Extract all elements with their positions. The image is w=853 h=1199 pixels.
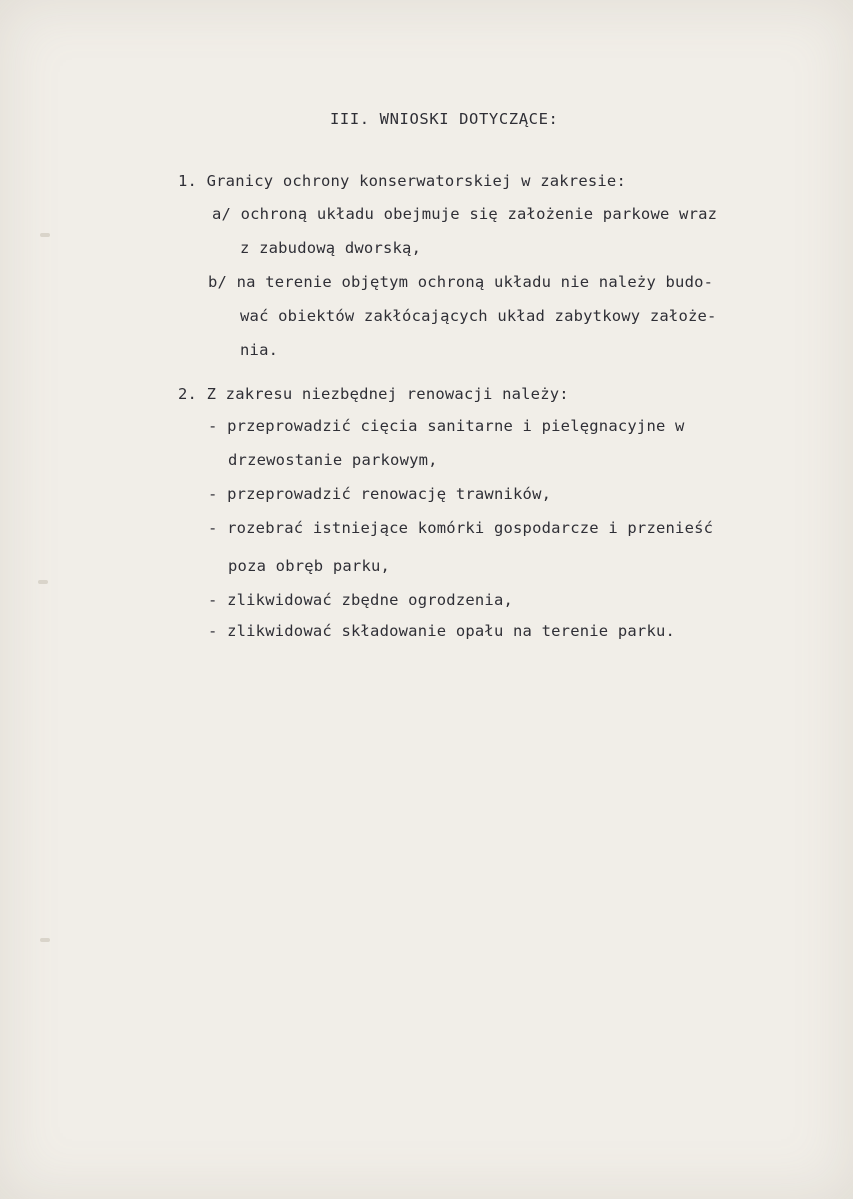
section-2-line: - przeprowadzić cięcia sanitarne i pielęgnacyjne w	[208, 417, 685, 435]
section-1-line: wać obiektów zakłócających układ zabytkowy założe-	[240, 307, 717, 325]
section-2-line: poza obręb parku,	[228, 557, 391, 575]
section-1-line: a/ ochroną układu obejmuje się założenie parkowe wraz	[212, 205, 718, 223]
section-2-heading: 2. Z zakresu niezbędnej renowacji należy:	[178, 385, 569, 403]
section-2-line: drzewostanie parkowym,	[228, 451, 438, 469]
section-2-line: - zlikwidować składowanie opału na terenie parku.	[208, 622, 676, 640]
section-1-line: nia.	[240, 341, 279, 359]
section-2-line: - przeprowadzić renowację trawników,	[208, 485, 552, 503]
section-2-line: - zlikwidować zbędne ogrodzenia,	[208, 591, 514, 609]
section-1-line: b/ na terenie objętym ochroną układu nie należy budo-	[208, 273, 714, 291]
punch-hole-mark	[40, 938, 50, 942]
section-1-line: z zabudową dworską,	[240, 239, 422, 257]
punch-hole-mark	[38, 580, 48, 584]
document-title: III. WNIOSKI DOTYCZĄCE:	[330, 110, 559, 128]
section-2-line: - rozebrać istniejące komórki gospodarcze i przenieść	[208, 519, 714, 537]
section-1-heading: 1. Granicy ochrony konserwatorskiej w zakresie:	[178, 172, 626, 190]
punch-hole-mark	[40, 233, 50, 237]
